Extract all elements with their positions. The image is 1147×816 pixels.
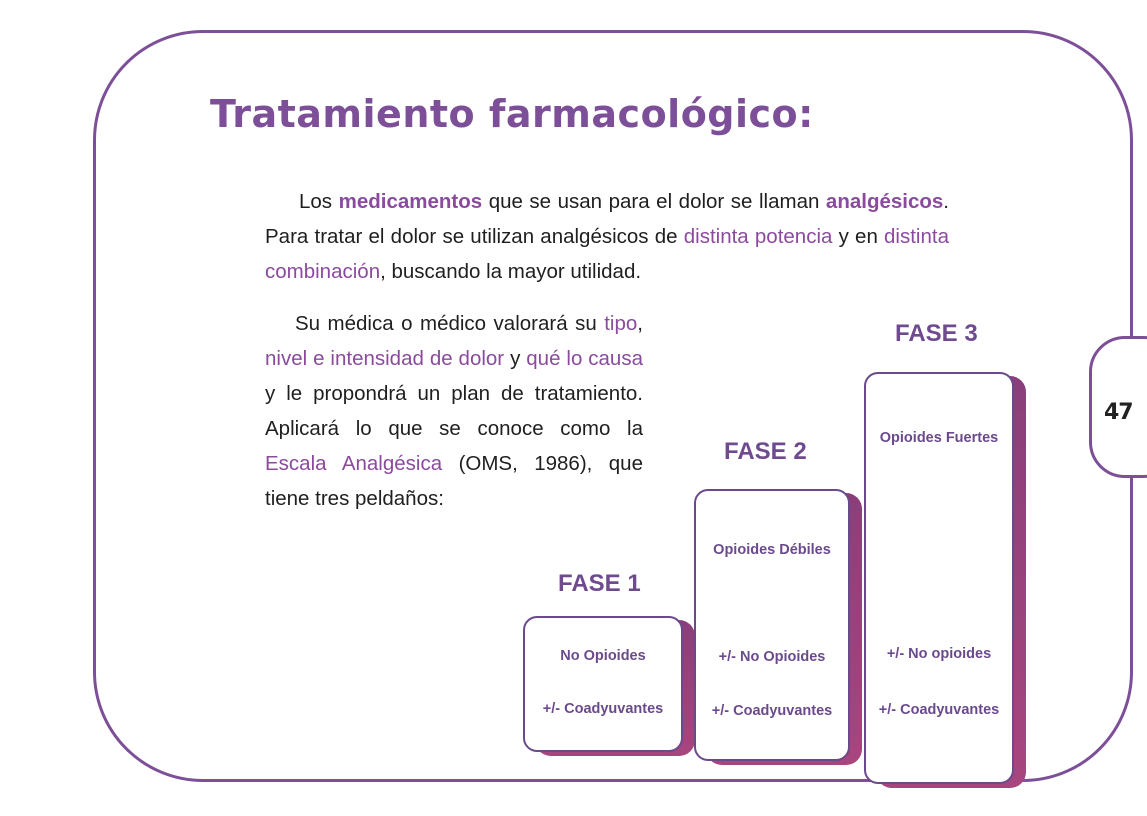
page-title: Tratamiento farmacológico: xyxy=(210,92,814,136)
text-run: . Para tratar el dolor se utilizan analgésicos de xyxy=(265,190,949,248)
text-run: y en xyxy=(832,225,885,248)
fase-3-label: FASE 3 xyxy=(895,320,978,347)
highlight-distinta-potencia: distinta potencia xyxy=(683,225,833,248)
intro-paragraph xyxy=(265,184,949,289)
fase-2-line-1: Opioides Débiles xyxy=(713,542,831,558)
fase-1-label: FASE 1 xyxy=(558,570,641,597)
text-run: Los xyxy=(299,190,339,213)
highlight-que-causa: qué lo causa xyxy=(526,347,643,370)
highlight-escala: Escala Analgésica xyxy=(265,452,443,475)
highlight-nivel: nivel e intensidad de dolor xyxy=(265,347,505,370)
fase-2-step xyxy=(694,489,850,761)
text-run: Su médica o médico valorará su xyxy=(295,312,605,335)
highlight-tipo: tipo xyxy=(604,312,638,335)
fase-1-line-2: +/- Coadyuvantes xyxy=(542,701,664,717)
fase-3-step xyxy=(864,372,1014,784)
page-number: 47 xyxy=(1104,400,1133,425)
text-run: y xyxy=(504,347,527,370)
step-card xyxy=(694,489,850,761)
highlight-distinta-combinacion: distinta combinación xyxy=(265,225,949,283)
text-run: , buscando la mayor utilidad. xyxy=(380,260,642,283)
text-run: (OMS, 1986), que tiene tres peldaños: xyxy=(265,452,643,510)
text-run: , xyxy=(637,312,643,335)
text-run: que se usan para el dolor se llaman xyxy=(482,190,826,213)
fase-3-line-1: Opioides Fuertes xyxy=(879,430,999,446)
fase-2-label: FASE 2 xyxy=(724,438,807,465)
fase-1-line-1: No Opioides xyxy=(560,648,646,664)
highlight-analgesicos: analgésicos xyxy=(825,190,944,213)
step-card xyxy=(523,616,683,752)
fase-2-line-3: +/- Coadyuvantes xyxy=(711,703,833,719)
fase-2-line-2: +/- No Opioides xyxy=(718,649,826,665)
text-run: y le propondrá un plan de tratamiento. Aplicará lo que se conoce como la xyxy=(265,382,643,440)
fase-3-line-2: +/- No opioides xyxy=(886,646,992,662)
fase-3-line-3: +/- Coadyuvantes xyxy=(878,702,1000,718)
fase-1-step xyxy=(523,616,683,752)
scale-paragraph xyxy=(265,306,643,516)
highlight-medicamentos: medicamentos xyxy=(338,190,483,213)
